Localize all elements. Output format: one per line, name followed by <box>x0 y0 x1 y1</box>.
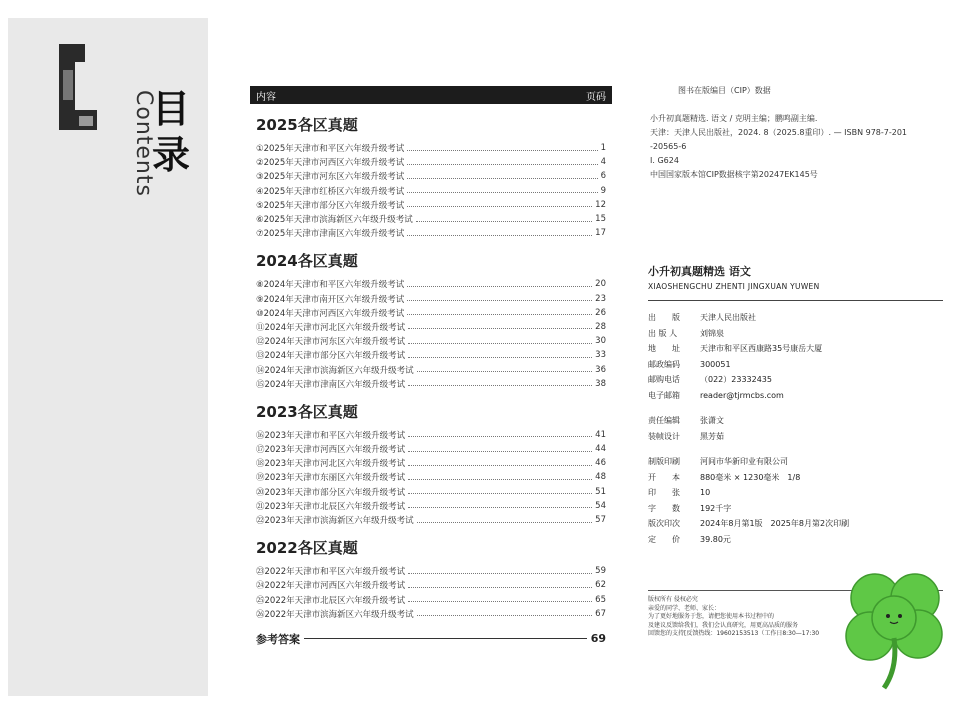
toc-entry-page: 33 <box>595 350 606 361</box>
toc-header-content: 内容 <box>256 91 276 103</box>
leader-line <box>417 371 593 372</box>
cip-line: 中国国家版本馆CIP数据核字第20247EK145号 <box>650 170 818 179</box>
fact-row <box>648 454 948 470</box>
leader-line <box>408 587 592 588</box>
toc-entry-label: ⑧2024年天津市和平区六年级升级考试 <box>256 280 405 291</box>
toc-entry-label: ㉑2023年天津市北辰区六年级升级考试 <box>256 501 406 512</box>
leader-line <box>407 150 597 151</box>
toc-entry[interactable] <box>250 564 612 578</box>
toc-entry-label: ⑪2024年天津市河北区六年级升级考试 <box>256 322 406 333</box>
book-title: 小升初真题精选 语文 <box>648 265 751 278</box>
fact-key: 出 版 人 <box>648 328 678 338</box>
toc-entry[interactable] <box>250 306 612 320</box>
toc-entry-page: 38 <box>595 378 606 389</box>
toc-entry-page: 65 <box>595 594 606 605</box>
spacer <box>648 403 948 413</box>
decorative-bracket-graphic <box>55 40 101 132</box>
cip-line: Ⅰ. G624 <box>650 156 679 165</box>
toc-entry[interactable] <box>250 198 612 212</box>
leader-line <box>407 178 597 179</box>
toc-entry-label: ㉕2022年天津市北辰区六年级升级考试 <box>256 595 406 606</box>
spacer <box>648 444 948 454</box>
toc-entry[interactable] <box>250 442 612 456</box>
fact-value: 192千字 <box>700 503 732 513</box>
answer-entry[interactable] <box>250 631 612 647</box>
fact-row <box>648 470 948 486</box>
publication-facts <box>648 310 948 547</box>
toc-body <box>250 114 612 621</box>
toc-title-char: 录 <box>152 132 191 177</box>
fact-key: 制版印刷 <box>648 457 680 467</box>
fact-key: 装帧设计 <box>648 431 680 441</box>
toc-entry-page: 26 <box>595 307 606 318</box>
fact-value: （022）23332435 <box>700 375 772 385</box>
toc-entry-label: ④2025年天津市红桥区六年级升级考试 <box>256 186 405 197</box>
toc-entry-page: 57 <box>595 515 606 526</box>
toc-entry-page: 51 <box>595 486 606 497</box>
toc-entry[interactable] <box>250 470 612 484</box>
toc-entry[interactable] <box>250 184 612 198</box>
leader-line <box>408 465 592 466</box>
toc-entry-page: 15 <box>595 214 606 225</box>
toc-entry-page: 54 <box>595 500 606 511</box>
fact-row <box>648 485 948 501</box>
leader-line <box>408 573 592 574</box>
section-year-title: 2025各区真题 <box>256 116 358 134</box>
fact-value: 黑芳茹 <box>700 431 724 441</box>
toc-entry-page: 44 <box>595 444 606 455</box>
fact-row <box>648 413 948 429</box>
toc-entry-page: 1 <box>600 143 606 154</box>
toc-entry-page: 12 <box>595 199 606 210</box>
fact-key: 邮政编码 <box>648 359 680 369</box>
leader-line <box>408 385 592 386</box>
toc-entry-label: ⑦2025年天津市津南区六年级升级考试 <box>256 229 405 240</box>
toc-title <box>152 86 202 178</box>
leader-line <box>408 343 592 344</box>
section-year-title: 2022各区真题 <box>256 539 358 558</box>
toc-entry[interactable] <box>250 499 612 513</box>
toc-entry-label: ⑭2024年天津市滨海新区六年级升级考试 <box>256 365 414 376</box>
toc-entry-label: ㉒2023年天津市滨海新区六年级升级考试 <box>256 516 414 527</box>
leader-line <box>408 601 592 602</box>
fact-row <box>648 326 948 342</box>
toc-entry[interactable] <box>250 155 612 169</box>
toc-entry-page: 30 <box>595 336 606 347</box>
fine-line: 回馈您的支持[反馈热线：19602153513（工作日8:30—17:30 <box>648 630 820 637</box>
leader-line <box>408 357 592 358</box>
leader-line <box>407 192 597 193</box>
leader-line <box>407 235 592 236</box>
fact-row <box>648 388 948 404</box>
toc-entry[interactable] <box>250 428 612 442</box>
toc-entry-page: 4 <box>600 157 606 168</box>
toc-entry-label: ㉓2022年天津市和平区六年级升级考试 <box>256 567 406 578</box>
toc-entry-page: 28 <box>595 321 606 332</box>
book-pinyin: XIAOSHENGCHU ZHENTI JINGXUAN YUWEN <box>648 282 820 291</box>
toc-entry-label: ⑰2023年天津市河西区六年级升级考试 <box>256 445 406 456</box>
cip-title: 图书在版编目（CIP）数据 <box>678 86 771 95</box>
toc-entry[interactable] <box>250 362 612 376</box>
table-of-contents <box>250 86 612 647</box>
leader-line <box>407 164 597 165</box>
leader-line <box>408 493 592 494</box>
fact-row <box>648 501 948 517</box>
toc-entry-label: ⑥2025年天津市滨海新区六年级升级考试 <box>256 215 413 226</box>
fine-line: 及建议反馈给我们，我们会认真研究，用更高品质的服务 <box>648 621 799 629</box>
fact-value: 10 <box>700 488 711 498</box>
toc-entry-page: 48 <box>595 472 606 483</box>
toc-entry-page: 67 <box>595 608 606 619</box>
toc-entry-label: ③2025年天津市河东区六年级升级考试 <box>256 172 405 183</box>
fact-value: 880毫米 × 1230毫米 1/8 <box>700 472 801 482</box>
toc-entry[interactable] <box>250 226 612 240</box>
toc-header <box>250 86 612 104</box>
toc-entry-label: ⑨2024年天津市南开区六年级升级考试 <box>256 294 405 305</box>
toc-entry[interactable] <box>250 292 612 306</box>
toc-entry[interactable] <box>250 607 612 621</box>
toc-entry-page: 62 <box>595 580 606 591</box>
fact-key: 印 张 <box>648 488 680 498</box>
toc-entry-page: 59 <box>595 566 606 577</box>
leader-line <box>417 522 593 523</box>
fact-key: 电子邮箱 <box>648 390 680 400</box>
fact-value: 300051 <box>700 359 731 369</box>
fact-value: 张潇文 <box>700 416 724 426</box>
fact-value: 天津市和平区西康路35号康岳大厦 <box>700 344 823 354</box>
toc-entry-page: 17 <box>595 228 606 239</box>
toc-entry-page: 36 <box>595 364 606 375</box>
fact-row <box>648 516 948 532</box>
clover-sticker-icon <box>840 568 950 693</box>
toc-entry-label: ㉖2022年天津市滨海新区六年级升级考试 <box>256 609 414 620</box>
leader-line <box>408 479 592 480</box>
leader-line <box>408 451 592 452</box>
toc-entry-page: 23 <box>595 293 606 304</box>
fact-value: 2024年8月第1版 2025年8月第2次印刷 <box>700 519 850 529</box>
fact-value: 39.80元 <box>700 534 731 544</box>
fine-line: 亲爱的同学、老师、家长： <box>648 604 721 612</box>
cip-block <box>650 84 950 182</box>
toc-entry-label: ⑬2024年天津市部分区六年级升级考试 <box>256 351 406 362</box>
toc-entry-page: 6 <box>600 171 606 182</box>
toc-entry-label: ⑤2025年天津市部分区六年级升级考试 <box>256 200 405 211</box>
leader-line <box>417 615 593 616</box>
toc-entry[interactable] <box>250 485 612 499</box>
fact-value: reader@tjrmcbs.com <box>700 390 784 400</box>
fact-key: 字 数 <box>648 503 680 513</box>
toc-entry[interactable] <box>250 578 612 592</box>
toc-entry-label: ⑯2023年天津市和平区六年级升级考试 <box>256 430 406 441</box>
toc-entry[interactable] <box>250 513 612 527</box>
toc-entry[interactable] <box>250 334 612 348</box>
toc-entry[interactable] <box>250 456 612 470</box>
toc-entry-page: 20 <box>595 279 606 290</box>
cip-line: -20565-6 <box>650 142 687 151</box>
leader-line <box>407 314 592 315</box>
section-year-title: 2024各区真题 <box>256 252 358 271</box>
fact-key: 邮购电话 <box>648 375 680 385</box>
toc-entry[interactable] <box>250 377 612 391</box>
section-year-title: 2023各区真题 <box>256 402 358 421</box>
leader-line <box>407 300 592 301</box>
toc-header-page: 页码 <box>586 91 606 103</box>
toc-entry-label: ⑳2023年天津市部分区六年级升级考试 <box>256 487 406 498</box>
toc-entry-label: ⑲2023年天津市东丽区六年级升级考试 <box>256 473 406 484</box>
leader-line <box>407 286 592 287</box>
fine-line: 为了更好地服务于您，请把您使用本书过程中的 <box>648 613 775 620</box>
leader-line <box>407 206 592 207</box>
fact-key: 地 址 <box>648 344 680 354</box>
toc-entry-label: ②2025年天津市河西区六年级升级考试 <box>256 158 405 169</box>
fact-key: 开 本 <box>648 472 680 482</box>
toc-entry-label: ①2025年天津市和平区六年级升级考试 <box>256 144 405 155</box>
fact-row <box>648 357 948 373</box>
fine-line: 版权所有 侵权必究 <box>648 596 698 603</box>
leader-line <box>408 436 592 437</box>
toc-title-char: 目 <box>152 86 191 131</box>
leader-line <box>408 328 592 329</box>
toc-entry-label: ⑱2023年天津市河北区六年级升级考试 <box>256 459 406 470</box>
leader-line <box>408 507 592 508</box>
leader-line <box>304 638 587 639</box>
toc-entry[interactable] <box>250 169 612 183</box>
fact-value: 河间市华新印业有限公司 <box>700 457 788 467</box>
toc-entry[interactable] <box>250 348 612 362</box>
fact-row <box>648 310 948 326</box>
toc-entry-label: ⑫2024年天津市河东区六年级升级考试 <box>256 337 406 348</box>
fact-row <box>648 429 948 445</box>
toc-entry[interactable] <box>250 593 612 607</box>
leader-line <box>416 221 592 222</box>
fact-key: 版次印次 <box>648 519 680 529</box>
fact-row <box>648 341 948 357</box>
toc-entry-label: ⑮2024年天津市津南区六年级升级考试 <box>256 379 406 390</box>
toc-entry[interactable] <box>250 320 612 334</box>
fact-value: 刘锦泉 <box>700 328 724 338</box>
toc-entry-page: 46 <box>595 458 606 469</box>
divider <box>648 300 943 301</box>
answer-label: 参考答案 <box>256 632 300 646</box>
fact-row <box>648 372 948 388</box>
cip-line: 小升初真题精选. 语文 / 克明主编；鹏鸣副主编. <box>650 114 818 123</box>
toc-entry[interactable] <box>250 212 612 226</box>
contents-word: Contents <box>131 90 156 197</box>
toc-entry-label: ⑩2024年天津市河西区六年级升级考试 <box>256 308 405 319</box>
toc-entry-page: 9 <box>600 185 606 196</box>
fact-value: 天津人民出版社 <box>700 313 756 323</box>
fact-key: 定 价 <box>648 534 680 544</box>
answer-page: 69 <box>590 632 606 646</box>
toc-entry-page: 41 <box>595 429 606 440</box>
cip-line: 天津：天津人民出版社，2024. 8（2025.8重印）. — ISBN 978-7-201 <box>650 128 908 137</box>
toc-entry[interactable] <box>250 141 612 155</box>
toc-entry-label: ㉔2022年天津市河西区六年级升级考试 <box>256 581 406 592</box>
fact-key: 出 版 <box>648 313 680 323</box>
toc-entry[interactable] <box>250 277 612 291</box>
fact-key: 责任编辑 <box>648 416 680 426</box>
fact-row <box>648 532 948 548</box>
